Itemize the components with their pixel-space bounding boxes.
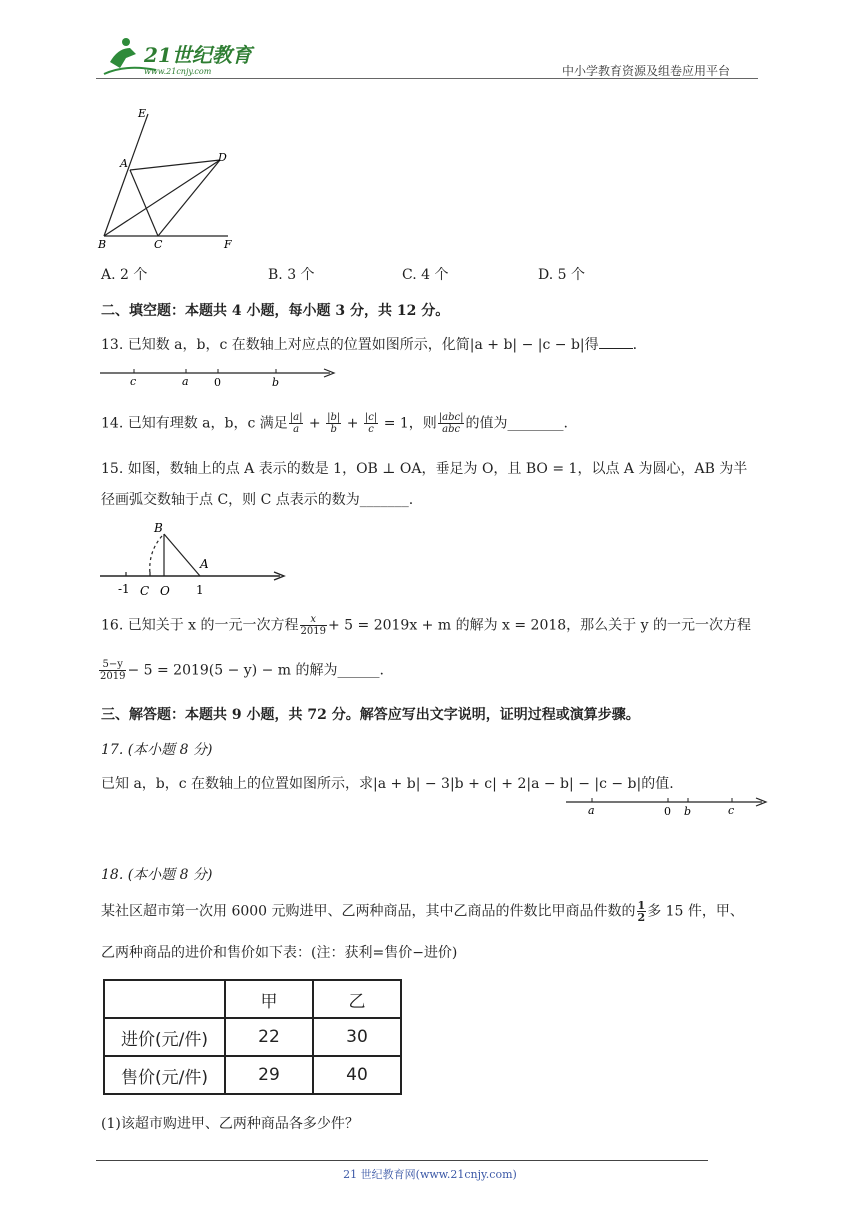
fraction-abc: $\frac{\text{|abc|}}{\text{abc}}$ [438, 412, 464, 435]
option-a: A. 2 个 [101, 267, 148, 283]
logo-text: 21世纪教育 [144, 43, 252, 67]
logo-url: www.21cnjy.com [144, 67, 212, 76]
table-header-cell: 乙 [313, 980, 401, 1018]
axis-label-c: c [130, 375, 137, 388]
fig-label-A: A [200, 557, 209, 571]
question-16-line2: $\frac{5-y}{2019}$ − 5 = 2019(5 − y) − m 的解为______. [100, 659, 384, 682]
axis17-label-c: c [728, 804, 735, 817]
question-16-line1: 16. 已知关于 x 的一元一次方程 $\frac{x}{2019}$ + 5 = 2019x + m 的解为 x = 2018，那么关于 y 的一元一次方程 [101, 614, 751, 637]
axis-label-0: 0 [214, 376, 221, 389]
footer-text: 21 世纪教育网(www.21cnjy.com) [343, 1168, 517, 1181]
question-17-head: 17. (本小题 8 分) [101, 742, 213, 758]
question-18-line1: 某社区超市第一次用 6000 元购进甲、乙两种商品，其中乙商品的件数比甲商品件数的 $\frac{1}{2}$ 多 15 件，甲、 [101, 899, 744, 924]
q14-post: 的值为________. [465, 415, 568, 432]
section-3-title: 三、解答题：本题共 9 小题，共 72 分。解答应写出文字说明，证明过程或演算步骤。 [101, 707, 640, 723]
label-C: C [154, 238, 163, 251]
answer-blank [599, 336, 633, 349]
fig-label-minus1: -1 [118, 582, 130, 596]
fig-label-1: 1 [196, 583, 204, 597]
fraction-x-2019: $\frac{x}{2019}$ [300, 614, 326, 637]
question-18-line2: 乙两种商品的进价和售价如下表：(注：获利=售价−进价) [101, 945, 458, 961]
label-A: A [120, 157, 128, 170]
header-platform-text: 中小学教育资源及组卷应用平台 [562, 64, 731, 78]
fraction-b: $\frac{|b|}{b}$ [327, 412, 341, 435]
question-13 [101, 334, 637, 354]
number-line-13 [98, 364, 340, 390]
table-cell: 29 [225, 1056, 313, 1094]
axis-label-a: a [182, 375, 189, 388]
geometry-figure-12 [96, 104, 246, 254]
question-14: 14. 已知有理数 a，b，c 满足 $\frac{|a|}{a}$ + $\frac{|b|}{b}$ + $\frac{|c|}{c}$ = 1，则 $\frac{\text{|abc|}}{\text{abc}}$ 的值为________. [101, 412, 568, 435]
question-18-sub1: (1)该超市购进甲、乙两种商品各多少件？ [101, 1116, 359, 1132]
q13-period: . [632, 337, 638, 353]
option-c: C. 4 个 [402, 267, 449, 283]
option-d: D. 5 个 [538, 267, 585, 283]
question-18-head: 18. (本小题 8 分) [101, 867, 213, 883]
label-B: B [98, 238, 107, 251]
price-table [103, 979, 402, 1095]
table-header-cell: 甲 [225, 980, 313, 1018]
axis-label-b: b [272, 376, 280, 389]
fraction-c: $\frac{|c|}{c}$ [364, 412, 378, 435]
question-15-line1: 15. 如图，数轴上的点 A 表示的数是 1，OB ⊥ OA，垂足为 O，且 BO = 1，以点 A 为圆心，AB 为半 [101, 461, 748, 477]
table-header-row [104, 980, 401, 1018]
question-15-line2: 径画弧交数轴于点 C，则 C 点表示的数为_______. [101, 492, 414, 508]
header-divider [96, 78, 758, 79]
q14-text: 14. 已知有理数 a，b，c 满足 [101, 415, 288, 432]
table-cell: 售价(元/件) [104, 1056, 225, 1094]
option-b: B. 3 个 [268, 267, 315, 283]
fig-label-O: O [160, 584, 170, 598]
site-logo [96, 34, 266, 80]
axis17-label-b: b [684, 805, 692, 818]
label-E: E [138, 107, 147, 120]
table-row [104, 1056, 401, 1094]
label-F: F [224, 238, 232, 251]
axis17-label-a: a [588, 804, 595, 817]
table-cell: 30 [313, 1018, 401, 1056]
label-D: D [218, 151, 227, 164]
table-cell: 进价(元/件) [104, 1018, 225, 1056]
q14-eq: = 1，则 [383, 415, 437, 432]
table-cell: 40 [313, 1056, 401, 1094]
fraction-half: $\frac{1}{2}$ [637, 899, 646, 924]
number-line-15 [96, 518, 290, 600]
fraction-5y-2019: $\frac{5-y}{2019}$ [100, 659, 126, 682]
section-2-title: 二、填空题：本题共 4 小题，每小题 3 分，共 12 分。 [101, 303, 450, 319]
table-header-cell [104, 980, 225, 1018]
fig-label-C: C [140, 584, 150, 598]
footer-divider [96, 1160, 708, 1161]
number-line-17 [564, 792, 770, 820]
fig-label-B: B [154, 521, 163, 535]
axis17-label-0: 0 [664, 805, 671, 818]
table-cell: 22 [225, 1018, 313, 1056]
fraction-a: $\frac{|a|}{a}$ [289, 412, 303, 435]
q13-text: 13. 已知数 a，b，c 在数轴上对应点的位置如图所示，化简|a + b| − |c − b|得 [101, 337, 599, 353]
table-row [104, 1018, 401, 1056]
question-17-text: 已知 a，b，c 在数轴上的位置如图所示，求|a + b| − 3|b + c| + 2|a − b| − |c − b|的值. [101, 776, 674, 792]
